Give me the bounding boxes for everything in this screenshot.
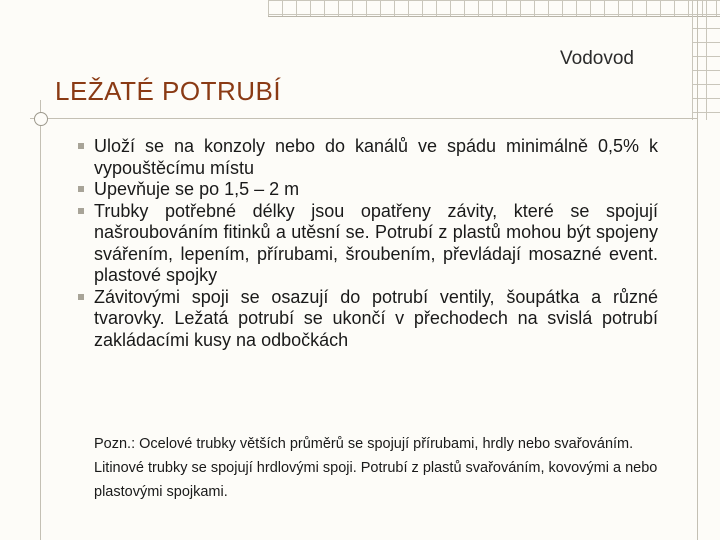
square-bullet-icon: [78, 294, 84, 300]
bullet-text: Uloží se na konzoly nebo do kanálů ve spádu minimálně 0,5% k vypouštěcímu místu: [94, 136, 658, 178]
bullet-list: [78, 136, 658, 351]
bullet-text: Upevňuje se po 1,5 – 2 m: [94, 179, 300, 199]
square-bullet-icon: [78, 208, 84, 214]
slide-header-label: Vodovod: [560, 48, 634, 69]
bullet-item: [78, 201, 658, 287]
slide-title: LEŽATÉ POTRUBÍ: [55, 76, 282, 106]
decorative-circle-icon: [34, 112, 48, 126]
bullet-item: [78, 179, 658, 201]
decorative-right-line: [697, 0, 698, 540]
square-bullet-icon: [78, 143, 84, 149]
bullet-text: Trubky potřebné délky jsou opatřeny závity, které se spojují našroubováním fitinků a utěsní se. Potrubí z plastů mohou být spojeny svářením, lepením, přírubami, šroubením, převládají mosazné event. plastové spojky: [94, 200, 658, 285]
decorative-left-line: [40, 100, 41, 540]
footnote: Pozn.: Ocelové trubky větších průměrů se spojují přírubami, hrdly nebo svařováním. Litinové trubky se spojují hrdlovými spoji. Potrubí z plastů svařováním, kovovými a nebo plastovými spojkami.: [94, 436, 658, 500]
title-underline: [30, 118, 698, 119]
bullet-item: [78, 287, 658, 352]
bullet-text: Závitovými spoji se osazují do potrubí ventily, šoupátka a různé tvarovky. Ležatá potrubí se ukončí v přechodech na svislá potrubí zakládacími kusy na odbočkách: [94, 286, 658, 350]
square-bullet-icon: [78, 186, 84, 192]
decorative-corner-grid: [268, 0, 720, 17]
bullet-item: [78, 136, 658, 179]
